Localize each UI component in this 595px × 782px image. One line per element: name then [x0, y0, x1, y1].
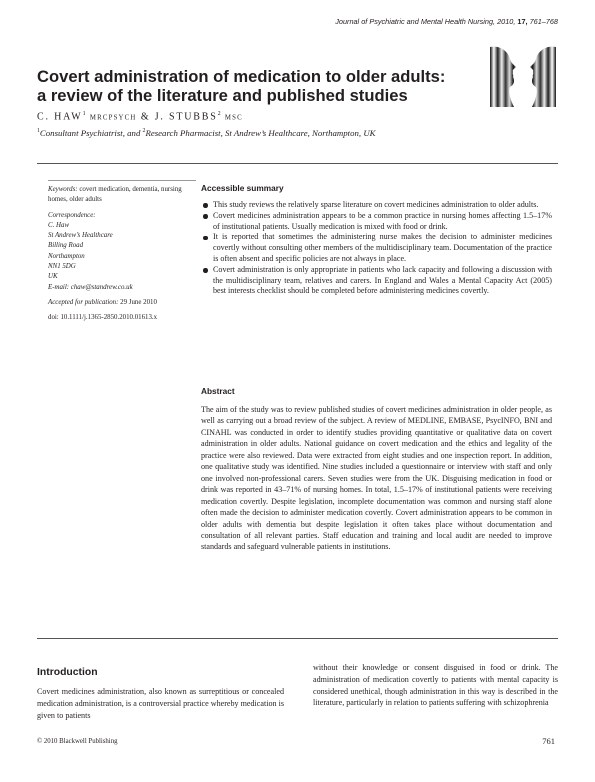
page-number: 761	[542, 736, 555, 746]
sidebar-divider	[48, 180, 196, 181]
article-sidebar	[48, 185, 196, 329]
title-line-2: a review of the literature and published studies	[37, 86, 408, 105]
author-1-name: C. HAW	[37, 111, 83, 123]
correspondence-label: Correspondence:	[48, 211, 96, 219]
summary-bullet: Covert administration is only appropriate in patients who lack capacity and following a discussion with the multidisciplinary team, relatives and carers. In England and Wales a Mental Capacity Act (2005) best interests checklist should be completed before administering medicines covertly.	[201, 265, 552, 297]
summary-bullet: Covert medicines administration appears to be a common practice in nursing homes affecting 1.5–17% of institutional patients. Usually medication is mixed with food or drink.	[201, 211, 552, 233]
accepted	[48, 298, 196, 308]
authors	[37, 111, 243, 122]
abstract-text: The aim of the study was to review published studies of covert medicines administration in older people, as well as carrying out a broad review of the subject. A review of MEDLINE, EMBASE, PsycINFO, BNI and CINAHL was conducted in order to identify studies providing quantitative or qualitative data on covert administration in older adults. National guidance on covert medication and the ethics and legality of the practice were also reviewed. Data were extracted from eight studies and one inspection report. In addition, one qualitative study was identified. Nine studies included a questionnaire or interview with staff and only one involved non-professional carers. Seven studies were from the UK. Disguising medication in food or drink was reported in 43–71% of nursing homes. In total, 1.5–17% of institutional patients were receiving medication covertly. Despite legislation, incomplete documentation was common and nursing staff alone often made the decision to administer medication covertly. Covert administration appears to be common in older adults with dementia but despite legislation it often takes place without documentation and consultation of all relevant parties. Staff education and training and local audit are needed to improve standards and safeguard vulnerable patients in institutions.	[201, 405, 552, 552]
introduction-left-column: Covert medicines administration, also known as surreptitious or concealed medication administration, is a controversial practice whereby medication is given to patients	[37, 687, 285, 720]
journal-pages: 761–768	[529, 17, 558, 26]
top-divider	[37, 163, 558, 164]
affil-sup-2: 2	[142, 128, 146, 135]
address-line: NN1 5DG	[48, 263, 76, 271]
introduction-heading: Introduction	[37, 667, 98, 678]
address-line: UK	[48, 273, 58, 281]
address-line: Billing Road	[48, 242, 84, 250]
accepted-date: 29 June 2010	[120, 298, 157, 306]
journal-year: 2010,	[497, 17, 516, 26]
doi[interactable]: doi: 10.1111/j.1365-2850.2010.01613.x	[48, 314, 158, 322]
keywords-text: covert medication, dementia, nursing homes, older adults	[48, 186, 182, 204]
author-separator: &	[140, 111, 151, 123]
address-line: Northampton	[48, 252, 85, 260]
correspondence	[48, 211, 196, 293]
address-line: St Andrew’s Healthcare	[48, 232, 113, 240]
abstract	[201, 386, 552, 553]
accessible-summary	[201, 183, 552, 297]
summary-bullet: It is reported that sometimes the administering nurse makes the decision to administer medicines covertly without consulting other members of the multidisciplinary team. Documentation of the practice is often absent and specific policies are not always in place.	[201, 232, 552, 264]
author-2-sup: 2	[217, 111, 221, 117]
affiliations	[37, 128, 376, 138]
author-2-name: J. STUBBS	[154, 111, 218, 123]
address-line: C. Haw	[48, 221, 70, 229]
keywords-label: Keywords:	[48, 186, 78, 193]
journal-name: Journal of Psychiatric and Mental Health Nursing	[335, 17, 494, 26]
author-2-degree: MSC	[224, 114, 243, 122]
email-label: E-mail:	[48, 283, 70, 291]
article-title	[37, 67, 477, 105]
email-line	[48, 283, 196, 293]
journal-header: Journal of Psychiatric and Mental Health Nursing, 2010, 17, 761–768	[335, 17, 558, 26]
copyright: © 2010 Blackwell Publishing	[37, 738, 118, 745]
author-1-degree: MRCPSYCH	[89, 114, 137, 122]
title-line-1: Covert administration of medication to older adults:	[37, 67, 446, 86]
journal-logo-profiles-icon	[488, 41, 558, 111]
journal-volume: 17,	[517, 17, 528, 26]
affil-part-2: Research Pharmacist, St Andrew’s Healthcare, Northampton, UK	[145, 128, 376, 138]
summary-heading: Accessible summary	[201, 183, 284, 193]
keywords	[48, 185, 196, 206]
accepted-label: Accepted for publication:	[48, 298, 119, 306]
author-1-sup: 1	[82, 111, 86, 117]
summary-bullet: This study reviews the relatively sparse literature on covert medicines administration to older adults.	[201, 200, 552, 211]
summary-list	[201, 200, 552, 297]
email-link[interactable]: chaw@standrew.co.uk	[70, 283, 133, 291]
introduction-right-column: without their knowledge or consent disguised in food or drink. The administration of medication covertly to patients with mental capacity is considered unethical, though administration in this way is described in the literature, particularly in relation to patients suffering with schizophrenia	[313, 663, 558, 708]
affil-sup-1: 1	[37, 128, 40, 135]
abstract-heading: Abstract	[201, 386, 235, 396]
affil-part-1: Consultant Psychiatrist, and	[39, 128, 143, 138]
bottom-divider	[37, 638, 558, 639]
